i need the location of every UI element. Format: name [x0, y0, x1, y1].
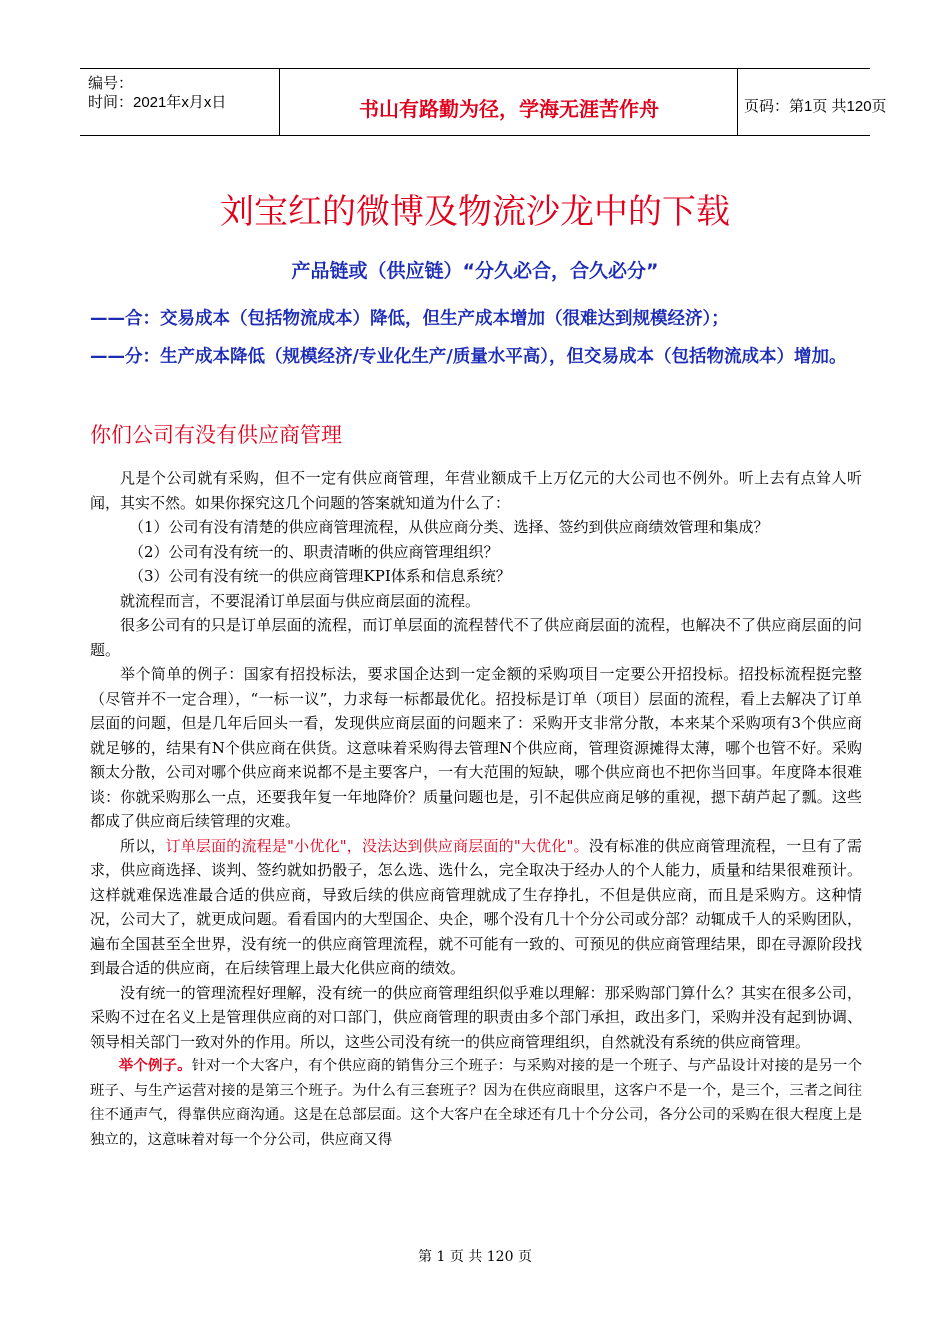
article-body	[90, 466, 862, 1152]
header-page-cell	[738, 69, 887, 135]
page-header-table	[80, 68, 887, 136]
footer-suffix: 页	[517, 1249, 532, 1265]
header-motto: 书山有路勤为径，学海无涯苦作舟	[359, 97, 659, 121]
paragraph: 凡是个公司就有采购，但不一定有供应商管理，年营业额成千上万亿元的大公司也不例外。听上去有点耸人听闻，其实不然。如果你探究这几个问题的答案就知道为什么了：	[90, 469, 862, 512]
footer-page-number: 1	[436, 1249, 446, 1265]
paragraph-lead: 所以，	[120, 836, 166, 855]
document-subtitle: 产品链或（供应链）“分久必合，合久必分”	[291, 260, 659, 282]
highlighted-statement: 订单层面的流程是"小优化"，没法达到供应商层面的"大优化"。	[165, 836, 589, 855]
header-page-info: 页码：第1页 共120页	[744, 98, 887, 115]
question-item: （3）公司有没有统一的供应商管理KPI体系和信息系统？	[129, 567, 511, 585]
document-title: 刘宝红的微博及物流沙龙中的下载	[220, 192, 730, 232]
split-note-line: ——分：生产成本降低（规模经济/专业化生产/质量水平高），但交易成本（包括物流成本）增加。	[90, 347, 847, 367]
footer-prefix: 第	[418, 1249, 433, 1265]
question-item: （2）公司有没有统一的、职责清晰的供应商管理组织？	[129, 542, 499, 561]
paragraph: 很多公司有的只是订单层面的流程，而订单层面的流程替代不了供应商层面的流程，也解决不了供应商层面的问题。	[90, 616, 862, 659]
document-code-label: 编号：	[88, 75, 134, 92]
paragraph: 举个简单的例子：国家有招投标法，要求国企达到一定金额的采购项目一定要公开招投标。招投标流程挺完整（尽管并不一定合理），“一标一议”，力求每一标都最优化。招投标是订单（项目）层面的流程，看上去解决了订单层面的问题，但是几年后回头一看，发现供应商层面的问题来了：采购开支非常分散，本来某个采购项有3个供应商就足够的，结果有N个供应商在供货。这意味着采购得去管理N个供应商，管理资源摊得太薄，哪个也管不好。采购额太分散，公司对哪个供应商来说都不是主要客户，一有大范围的短缺，哪个供应商也不把你当回事。年度降本很难谈：你就采购那么一点，还要我年复一年地降价？质量问题也是，引不起供应商足够的重视，摁下葫芦起了瓢。这些都成了供应商后续管理的灾难。	[90, 665, 862, 830]
paragraph	[90, 1054, 862, 1152]
paragraph-rest: 针对一个大客户，有个供应商的销售分三个班子：与采购对接的是一个班子、与产品设计对接的是另一个班子、与生产运营对接的是第三个班子。为什么有三套班子？因为在供应商眼里，这客户不是一个，是三个，三者之间往往不通声气，得靠供应商沟通。这是在总部层面。这个大客户在全球还有几十个分公司，各分公司的采购在很大程度上是独立的，这意味着对每一个分公司，供应商又得	[90, 1058, 862, 1148]
question-item: （1）公司有没有清楚的供应商管理流程，从供应商分类、选择、签约到供应商绩效管理和集成？	[129, 518, 769, 536]
document-date-label: 时间：2021年x月x日	[88, 94, 227, 111]
footer-total-pages: 120	[486, 1249, 514, 1265]
merge-note-line: ——合：交易成本（包括物流成本）降低，但生产成本增加（很难达到规模经济）；	[90, 309, 729, 329]
header-motto-cell	[280, 69, 738, 135]
paragraph: 就流程而言，不要混淆订单层面与供应商层面的流程。	[120, 591, 481, 610]
paragraph	[90, 834, 862, 981]
paragraph-rest: 没有标准的供应商管理流程，一旦有了需求，供应商选择、谈判、签约就如扔骰子，怎么选、选什么，完全取决于经办人的个人能力，质量和结果很难预计。这样就难保选准最合适的供应商，导致后续的供应商管理就成了生存挣扎，不但是供应商，而且是采购方。这种情况，公司大了，就更成问题。看看国内的大型国企、央企，哪个没有几十个分公司或分部？动辄成千人的采购团队，遍布全国甚至全世界，没有统一的供应商管理流程，就不可能有一致的、可预见的供应商管理结果，即在寻源阶段找到最合适的供应商，在后续管理上最大化供应商的绩效。	[90, 836, 862, 977]
footer-middle: 页 共	[449, 1249, 483, 1265]
example-lead: 举个例子。	[118, 1058, 192, 1074]
page-footer	[0, 1246, 950, 1266]
header-info-cell	[80, 69, 280, 135]
section-heading: 你们公司有没有供应商管理	[90, 423, 342, 447]
paragraph: 没有统一的管理流程好理解，没有统一的供应商管理组织似乎难以理解：那采购部门算什么？其实在很多公司，采购不过在名义上是管理供应商的对口部门，供应商管理的职责由多个部门承担，政出多门，采购并没有起到协调、领导相关部门一致对外的作用。所以，这些公司没有统一的供应商管理组织，自然就没有系统的供应商管理。	[90, 983, 862, 1051]
